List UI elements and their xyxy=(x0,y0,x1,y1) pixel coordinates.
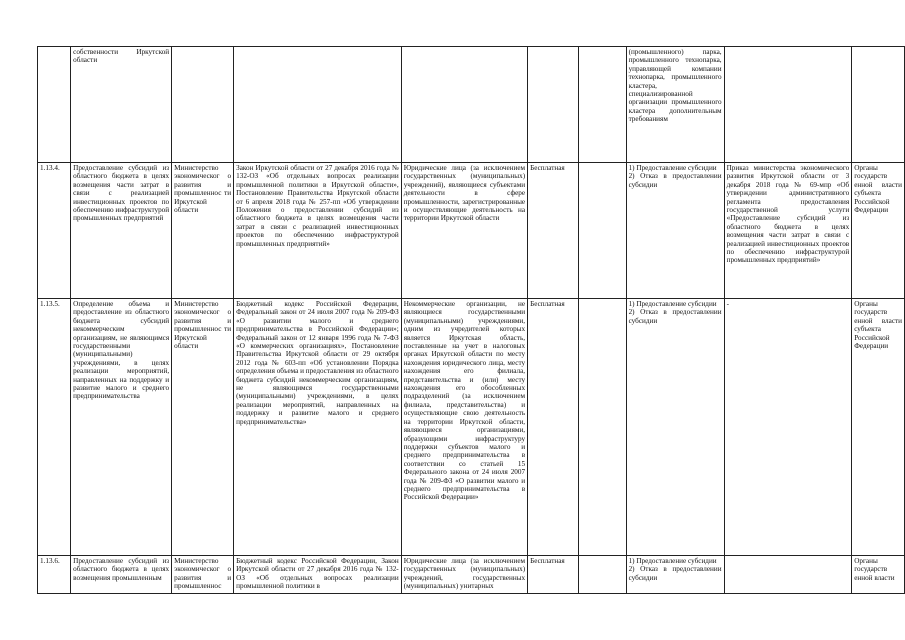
legal-basis: Бюджетный кодекс Российской Федерации, Закон Иркутской области от 27 декабря 2016 года № 132-ОЗ «Об отдельных вопросах реализации промышленной политики в xyxy=(234,556,402,594)
cost: Бесплатная xyxy=(528,556,579,594)
responsible-authority: Министерство экономическог о развития и промышленнос ти Иркутской области xyxy=(172,163,234,299)
empty-cell xyxy=(578,47,626,163)
legal-basis xyxy=(234,47,402,163)
recipients: Юридические лица (за исключением государственных (муниципальных) учреждений), являющиеся субъектами деятельности в сфере промышленности, зарегистрированные и осуществляющие деятельность на территории Иркутской области xyxy=(401,163,527,299)
cost: Бесплатная xyxy=(528,163,579,299)
service-result: (промышленного) парка, промышленного технопарка, управляющей компании технопарка, промышленного кластера, специализированной организации промышленного кластера дополнительным требованиям xyxy=(626,47,724,163)
executing-authority: Органы государств енной власти xyxy=(852,556,905,594)
table-row xyxy=(38,556,905,594)
row-number xyxy=(38,47,71,163)
administrative-regulation xyxy=(724,556,852,594)
table-row xyxy=(38,299,905,556)
cost: Бесплатная xyxy=(528,299,579,556)
cost xyxy=(528,47,579,163)
recipients: Некоммерческие организации, не являющиеся государственными (муниципальными) учреждениями, одним из учредителей которых является Иркутская область, поставленные на учет в налоговых органах Иркутской области по месту нахождения юридического лица, месту нахождения его филиала, представительства и (или) месту нахождения его обособленных подразделений (за исключением филиала, представительства) и осуществляющие свою деятельность на территории Иркутской области, являющиеся организациями, образующими инфраструктуру поддержки субъектов малого и среднего предпринимательства в соответствии со статьей 15 Федерального закона от 24 июля 2007 года № 209-ФЗ «О развитии малого и среднего предпринимательства в Российской Федерации» xyxy=(401,299,527,556)
administrative-regulation: Приказ министерства экономического развития Иркутской области от 3 декабря 2018 года № 69-мпр «Об утверждении административного регламента предоставления государственной услуги «Предоставление субсидий из областного бюджета в целях возмещения части затрат в связи с реализацией инвестиционных проектов по обеспечению инфраструктурой промышленных предприятий» xyxy=(724,163,852,299)
executing-authority xyxy=(852,47,905,163)
empty-cell xyxy=(578,299,626,556)
responsible-authority: Министерство экономическог о развития и промышленнос xyxy=(172,556,234,594)
table-row xyxy=(38,163,905,299)
service-name: собственности Иркутской области xyxy=(71,47,172,163)
row-number: 1.13.6. xyxy=(38,556,71,594)
responsible-authority: Министерство экономическог о развития и промышленнос ти Иркутской области xyxy=(172,299,234,556)
legal-basis: Бюджетный кодекс Российской Федерации, Федеральный закон от 24 июля 2007 года № 209-ФЗ «О развитии малого и среднего предпринимательства в Российской Федерации»; Федеральный закон от 12 января 1996 года № 7-ФЗ «О коммерческих организациях», Постановление Правительства Иркутской области от 29 октября 2012 года № 603-пп «Об установлении Порядка определения объема и предоставления из областного бюджета субсидий некоммерческим организациям, не являющимся государственными (муниципальными) учреждениями, в целях реализации мероприятий, направленных на поддержку и развитие малого и среднего предпринимательства» xyxy=(234,299,402,556)
service-name: Предоставление субсидий из областного бюджета в целях возмещения промышленным xyxy=(71,556,172,594)
empty-cell xyxy=(578,556,626,594)
table-row xyxy=(38,47,905,163)
service-name: Определение объема и предоставление из областного бюджета субсидий некоммерческим организациям, не являющимся государственными (муниципальными) учреждениями, в целях реализации мероприятий, направленных на поддержку и развитие малого и среднего предпринимательства xyxy=(71,299,172,556)
service-result: 1) Предоставление субсидии 2) Отказ в предоставлении субсидии xyxy=(626,299,724,556)
executing-authority: Органы государств енной власти субъекта Российской Федерации xyxy=(852,163,905,299)
service-result: 1) Предоставление субсидии 2) Отказ в предоставлении субсидии xyxy=(626,556,724,594)
recipients xyxy=(401,47,527,163)
administrative-regulation: - xyxy=(724,299,852,556)
executing-authority: Органы государств енной власти субъекта Российской Федерации xyxy=(852,299,905,556)
row-number: 1.13.5. xyxy=(38,299,71,556)
service-result: 1) Предоставление субсидии 2) Отказ в предоставлении субсидии xyxy=(626,163,724,299)
administrative-regulation xyxy=(724,47,852,163)
empty-cell xyxy=(578,163,626,299)
service-name: Предоставление субсидий из областного бюджета в целях возмещения части затрат в связи с реализацией инвестиционных проектов по обеспечению инфраструктурой промышленных предприятий xyxy=(71,163,172,299)
responsible-authority xyxy=(172,47,234,163)
recipients: Юридические лица (за исключением государственных (муниципальных) учреждений, государственных (муниципальных) унитарных xyxy=(401,556,527,594)
services-register-table xyxy=(37,46,905,594)
legal-basis: Закон Иркутской области от 27 декабря 2016 года № 132-ОЗ «Об отдельных вопросах реализации промышленной политики в Иркутской области», Постановление Правительства Иркутской области от 6 апреля 2018 года № 257-пп «Об утверждении Положения о предоставлении субсидий из областного бюджета в целях возмещения части затрат в связи с реализацией инвестиционных проектов по обеспечению инфраструктурой промышленных предприятий» xyxy=(234,163,402,299)
row-number: 1.13.4. xyxy=(38,163,71,299)
